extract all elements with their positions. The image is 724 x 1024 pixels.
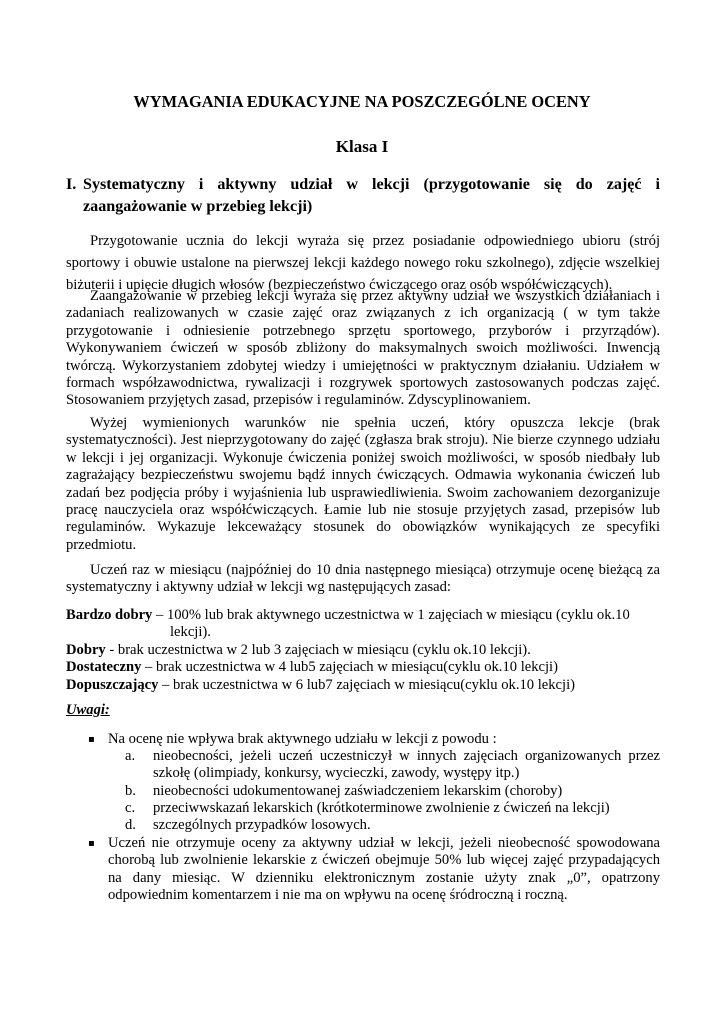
grade-dobry xyxy=(66,642,666,659)
paragraph-line: sportowy i obuwie ustalone na pierwszej lekcji każdego nowego roku szkolnego), zdjęcie wszelkiej xyxy=(66,255,660,271)
grade-bardzo-dobry xyxy=(66,607,666,624)
paragraph-line: zadaniach realizowanych w czasie zajęć oraz związanych z ich organizacją ( w tym także xyxy=(66,305,660,322)
grade-text: – brak uczestnictwa w 6 lub7 zajęciach w miesiącu(cyklu ok.10 lekcji) xyxy=(158,676,575,693)
paragraph-line: Stosowaniem przyjętych zasad, przepisów i regulaminów. Zdyscyplinowaniem. xyxy=(66,392,531,409)
note-line: chorobą lub zwolnienie lekarskie z ćwiczeń obejmuje 50% lub więcej zajęć przypadających xyxy=(108,852,660,869)
note-item xyxy=(88,835,660,905)
note-line: na dany miesiąc. W dzienniku elektronicznym zostanie użyty znak „0”, opatrzony xyxy=(108,869,660,886)
note-subitem-c xyxy=(125,800,660,817)
bullet-icon: ▪ xyxy=(88,734,95,745)
grade-label: Dostateczny xyxy=(66,659,142,676)
paragraph-line: Wyżej wymienionych warunków nie spełnia uczeń, który opuszcza lekcje (brak xyxy=(90,415,660,431)
subitem-line: szczególnych przypadków losowych. xyxy=(153,817,371,833)
note-line: Na ocenę nie wpływa brak aktywnego udziału w lekcji z powodu : xyxy=(108,731,497,747)
grade-text: – 100% lub brak aktywnego uczestnictwa w 1 zajęciach w miesiącu (cyklu ok.10 xyxy=(152,607,630,623)
paragraph-line: systematyczności). Jest nieprzygotowany do zajęć (zgłasza brak stroju). Nie bierze czynnego udziału xyxy=(66,432,660,449)
paragraph-line: zadań bez podjęcia próby i wyjaśnienia lub usprawiedliwienia. Swoim zachowaniem dezorganizuje xyxy=(66,484,660,501)
note-subitem-a xyxy=(125,748,660,783)
subitem-line: szkołę (olimpiady, konkursy, wycieczki, zawody, występy itp.) xyxy=(153,765,520,782)
bullet-icon: ▪ xyxy=(88,838,95,849)
grade-text: – brak uczestnictwa w 4 lub5 zajęciach w miesiącu(cyklu ok.10 lekcji) xyxy=(141,659,558,676)
paragraph-line: formach współzawodnictwa, rywalizacji i rozgrywek sportowych zastosowanych podczas zajęć. xyxy=(66,375,660,392)
paragraph-line: twórczą. Wykorzystaniem zdobytej wiedzy i umiejętności w praktycznym działaniu. Udziałem w xyxy=(66,357,660,374)
subitem-line: przeciwwskazań lekarskich (krótkoterminowe zwolnienie z ćwiczeń na lekcji) xyxy=(153,800,610,816)
section-heading xyxy=(66,174,660,218)
subitem-letter: c. xyxy=(125,800,136,816)
subitem-line: nieobecności, jeżeli uczeń uczestniczył w innych zajęciach organizowanych przez xyxy=(153,748,660,764)
paragraph-line: zagrażający bezpieczeństwu swojemu bądź innych ćwiczących. Odmawia wykonania ćwiczeń lub xyxy=(66,467,660,484)
paragraph-preparation xyxy=(66,230,660,296)
note-item xyxy=(88,731,660,748)
document-title: WYMAGANIA EDUKACYJNE NA POSZCZEGÓLNE OCENY xyxy=(133,92,591,111)
subitem-line: nieobecności udokumentowanej zaświadczeniem lekarskim (choroby) xyxy=(153,783,563,799)
class-subtitle: Klasa I xyxy=(335,137,389,156)
paragraph-line: Wykonywaniem ćwiczeń w sposób zbliżony do maksymalnych swoich możliwości. Inwencją xyxy=(66,340,660,357)
grade-label: Dopuszczający xyxy=(66,676,159,693)
paragraph-conditions xyxy=(66,415,660,554)
paragraph-line: biżuterii i upięcie długich włosów (bezpieczeństwo ćwiczącego oraz osób współćwiczących). xyxy=(66,277,613,293)
paragraph-line: Przygotowanie ucznia do lekcji wyraża się przez posiadanie odpowiedniego ubioru (strój xyxy=(90,233,660,249)
grade-dopuszczajacy xyxy=(66,677,666,694)
grade-text: - brak uczestnictwa w 2 lub 3 zajęciach w miesiącu (cyklu ok.10 lekcji). xyxy=(105,641,531,658)
paragraph-line: systematyczny i aktywny udział w lekcji wg następujących zasad: xyxy=(66,579,451,596)
subitem-letter: d. xyxy=(125,817,136,833)
paragraph-line: regulaminów. Wykazuje lekceważący stosunek do obowiązków wynikających ze specyfiki xyxy=(66,519,660,536)
paragraph-line: przedmiotu. xyxy=(66,536,137,553)
paragraph-line: pracę nauczyciela oraz współćwiczących. Łamie lub nie stosuje przyjętych zasad, przepisów lub xyxy=(66,502,660,519)
note-line: Uczeń nie otrzymuje oceny za aktywny udział w lekcji, jeżeli nieobecność spowodowana xyxy=(108,835,660,851)
paragraph-monthly-grade xyxy=(66,562,660,597)
notes-heading: Uwagi: xyxy=(66,702,110,718)
note-subitem-b xyxy=(125,783,660,800)
section-number: I. xyxy=(66,176,77,193)
grade-label: Dobry xyxy=(66,641,106,658)
paragraph-line: w lekcji i jej organizacji. Wykonuje ćwiczenia poniżej swoich możliwości, w sposób niedbały lub xyxy=(66,449,660,466)
grade-dostateczny xyxy=(66,659,666,676)
grade-label: Bardzo dobry xyxy=(66,607,153,623)
paragraph-line: Zaangażowanie w przebieg lekcji wyraża się przez aktywny udział we wszystkich działaniach i xyxy=(90,288,660,304)
note-line: odpowiednim komentarzem i nie ma on wpływu na ocenę śródroczną i roczną. xyxy=(108,887,568,904)
note-subitem-d xyxy=(125,817,660,834)
subitem-letter: b. xyxy=(125,783,136,799)
subitem-letter: a. xyxy=(125,748,136,764)
section-text: Systematyczny i aktywny udział w lekcji (przygotowanie się do zajęć i zaangażowanie w przebieg lekcji) xyxy=(83,176,660,215)
grade-continuation: lekcji). xyxy=(170,624,211,641)
grade-list xyxy=(66,607,666,694)
paragraph-line: przygotowanie i odniesienie potrzebnego sprzętu sportowego, przyborów i przyrządów). xyxy=(66,322,660,339)
paragraph-engagement xyxy=(66,288,660,410)
paragraph-line: Uczeń raz w miesiącu (najpóźniej do 10 dnia następnego miesiąca) otrzymuje ocenę bieżącą za xyxy=(90,562,660,578)
